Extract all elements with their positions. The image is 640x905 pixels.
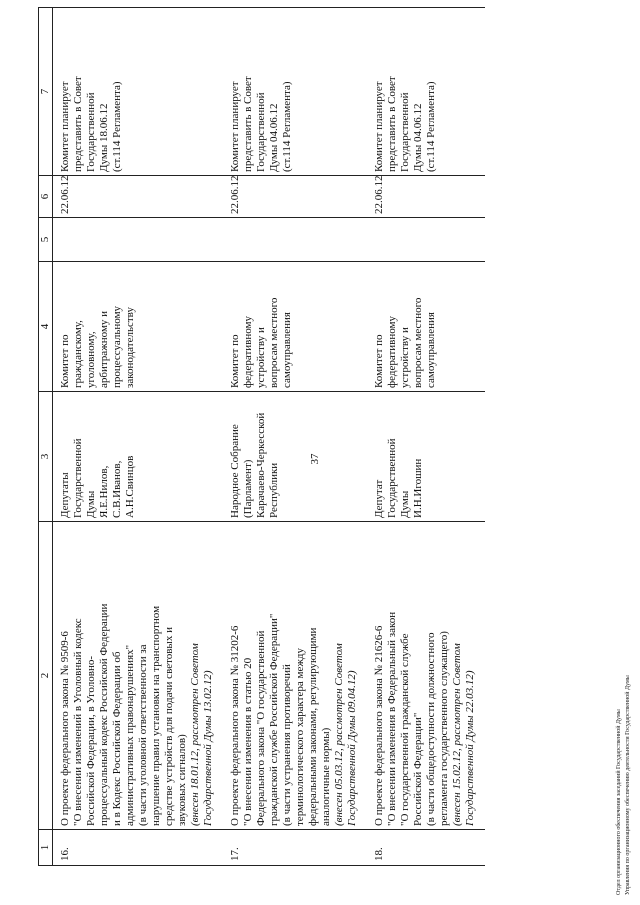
status-cell [53,8,224,176]
column-header: 4 [39,262,53,392]
text-line: Государственной [386,438,398,518]
text-line: Федерального закона "О государственной [255,630,267,826]
column-5-cell [223,218,367,262]
text-line: "О внесении изменения в Федеральный закон [386,611,398,826]
page-number: 37 [309,453,321,465]
status-cell [367,8,485,176]
text-line: гражданскому, [72,320,84,388]
text-line: Думы 18.06.12 [98,103,110,172]
text-line: федеративному [386,316,398,388]
footer-line: Управления по организационному обеспечению деятельности Государственной Думы [625,675,631,895]
text-line: терминологического характера между [294,647,306,826]
text-line: О проекте федерального закона № 31202-6 [229,625,241,826]
text-line: И.Н.Игошин [412,458,424,518]
footer-line: Отдел организационного обеспечения заседаний Государственной Думы [616,709,622,895]
text-line: арбитражному и [98,310,110,388]
column-header: 1 [39,830,53,866]
date-cell: 22.06.12 [53,176,224,218]
text-line: С.В.Иванов, [111,460,123,518]
text-line: Комитет планирует [373,81,385,172]
text-line: (ст.114 Регламента) [425,81,437,172]
table-row [223,8,367,866]
column-header: 7 [39,8,53,176]
text-line: процессуальному [111,305,123,388]
text-line: Думы 04.06.12 [268,103,280,172]
text-line: процессуальный кодекс Российской Федерации [98,603,110,826]
bill-author [367,392,485,522]
text-line: самоуправления [425,312,437,388]
text-line: Депутат [373,479,385,518]
text-line: Российской Федерации, в Уголовно- [85,655,97,826]
note-line: Государственной Думы 13.02.12) [202,670,214,826]
text-line: О проекте федерального закона № 21626-6 [373,625,385,826]
text-line: аналогичные нормы) [320,727,332,826]
text-line: регламента государственного служащего) [438,631,450,826]
text-line: законодательству [124,307,136,388]
text-line: Государственной [255,92,267,172]
text-line: О проекте федерального закона № 9509-6 [59,631,71,826]
text-line: Депутаты [59,472,71,518]
text-line: представить в Совет [72,76,84,172]
note-line: Государственной Думы 09.04.12) [346,670,358,826]
text-line: уголовному, [85,331,97,388]
text-line: представить в Совет [386,76,398,172]
text-line: (ст.114 Регламента) [111,81,123,172]
column-header: 6 [39,176,53,218]
table-row [53,8,224,866]
text-line: "О внесении изменения в статью 20 [242,657,254,826]
legislation-table-rotated [38,8,630,866]
bill-title [223,522,367,830]
text-line: федеральными законами, регулирующими [307,627,319,826]
text-line: и в Кодекс Российской Федерации об [111,651,123,826]
text-line: Я.Е.Нилов, [98,465,110,518]
footer [615,595,633,895]
bill-author [53,392,224,522]
bill-author [223,392,367,522]
responsible-committee [223,262,367,392]
date-cell: 22.06.12 [367,176,485,218]
note-line: (внесен 15.02.12, рассмотрен Советом [451,643,463,826]
text-line: Карачаево-Черкесской [255,412,267,518]
responsible-committee [53,262,224,392]
text-line: Государственной [72,438,84,518]
text-line: Комитет планирует [229,81,241,172]
text-line: Государственной [85,92,97,172]
text-line: федеративному [242,316,254,388]
row-number: 17. [223,830,367,866]
text-line: "О государственной гражданской службе [399,633,411,826]
column-header: 5 [39,218,53,262]
text-line: устройству и [255,327,267,388]
column-5-cell [367,218,485,262]
column-5-cell [53,218,224,262]
note-line: (внесен 05.03.12, рассмотрен Советом [333,643,345,826]
bill-title [367,522,485,830]
text-line: (в части уголовной ответственности за [137,644,149,826]
column-header: 2 [39,522,53,830]
row-number: 18. [367,830,485,866]
text-line: Думы 04.06.12 [412,103,424,172]
header-row [39,8,53,866]
text-line: Российской Федерации" [412,712,424,826]
bill-title [53,522,224,830]
note-line: Государственной Думы 22.03.12) [464,670,476,826]
text-line: Комитет планирует [59,81,71,172]
responsible-committee [367,262,485,392]
column-header: 3 [39,392,53,522]
text-line: Комитет по [373,334,385,388]
text-line: "О внесении изменений в Уголовный кодекс [72,618,84,826]
text-line: (в части общедоступности должностного [425,632,437,826]
text-line: самоуправления [281,312,293,388]
text-line: гражданской службе Российской Федерации" [268,613,280,826]
text-line: (ст.114 Регламента) [281,81,293,172]
status-cell [223,8,367,176]
date-cell: 22.06.12 [223,176,367,218]
text-line: вопросам местного [412,297,424,388]
row-number: 16. [53,830,224,866]
table-row [367,8,485,866]
text-line: Думы [399,490,411,518]
note-line: (внесен 18.01.12, рассмотрен Советом [189,643,201,826]
text-line: Думы [85,490,97,518]
text-line: (в части устранения противоречий [281,664,293,826]
text-line: административных правонарушениях" [124,644,136,826]
text-line: (Парламент) [242,459,254,518]
text-line: устройству и [399,327,411,388]
text-line: нарушение правил установки на транспортном [150,605,162,826]
legislation-table [38,7,485,866]
text-line: представить в Совет [242,76,254,172]
text-line: Комитет по [229,334,241,388]
text-line: Народное Собрание [229,424,241,518]
text-line: А.Н.Свинцов [124,455,136,518]
text-line: средстве устройств для подачи световых и [163,627,175,826]
text-line: Государственной [399,92,411,172]
text-line: Республики [268,462,280,518]
text-line: Комитет по [59,334,71,388]
text-line: звуковых сигналов) [176,734,188,826]
text-line: вопросам местного [268,297,280,388]
